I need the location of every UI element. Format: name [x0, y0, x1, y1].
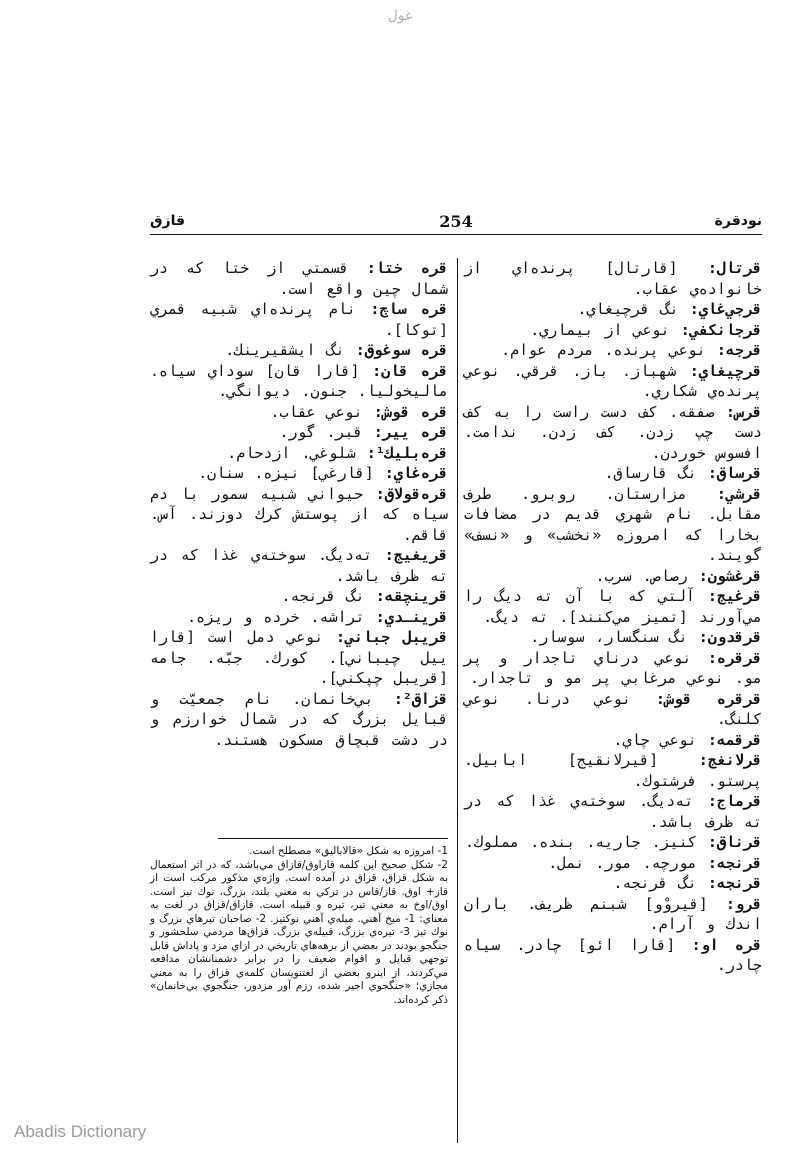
entry-headword: قرغيج:: [707, 587, 762, 605]
entry-definition: ته‌ديگ. سوخته‌ي غذا كه در ته ظرف باشد.: [150, 546, 448, 585]
dictionary-entry: [464, 484, 762, 566]
header-right-guideword: نودقرة: [714, 213, 762, 229]
entry-definition: نوعي از بيماري.: [530, 320, 681, 339]
entry-definition: [قارغي] نيزه. سنان.: [198, 464, 385, 482]
entry-definition: ته‌ديگ. سوخته‌ي غذا كه در ته ظرف باشد.: [464, 792, 762, 831]
dictionary-entry: [150, 627, 448, 689]
dictionary-entry: [150, 361, 448, 402]
entry-definition: نگ قرچيغاي.: [577, 300, 690, 318]
entry-headword: قرقره:: [707, 648, 762, 667]
entry-headword: قزاق²:: [393, 689, 448, 708]
entry-definition: نگ قارساق.: [604, 464, 708, 482]
dictionary-entry: [464, 894, 762, 935]
dictionary-entry: [150, 402, 448, 423]
column-divider: [457, 258, 458, 1143]
dictionary-entry: [150, 586, 448, 607]
entry-definition: رصاص. سرب.: [595, 566, 699, 585]
dictionary-entry: [464, 832, 762, 853]
dictionary-entry: [464, 730, 762, 751]
entry-definition: نگ ايشقيرينك.: [225, 341, 356, 359]
dictionary-entry: [150, 299, 448, 340]
entry-definition: مزارستان. روبرو. طرف مقابل. نام شهري قديم در مضافات بخارا كه امروزه «نخشب» و «نسف» گويند.: [464, 484, 762, 564]
footnote: 2- شكل صحيح اين كلمه قازاوق/قازاق مي‌باشد، كه در اثر استعمال به شكل قزاق، قزاق در آمده است. واژه‌ي مذكور مركب است از قاز+ اوق. قاز/قاس در تركي به معني بلند، بزرگ، نوك تيز است. اوق/اوخ به معني تير، تيره و قبيله است. قازاق/قزاق در لغت به معناي: 1- ميخ آهني. ميله‌ي آهني نوكتيز. 2- صاحبان تيرهاي بزرگ و نوك تيز 3- تيره‌ي بزرگ، قبيله‌ي بزرگ. قزاق‌ها مردمي سلحشور و جنگجو بودند در بعضي از برهه‌هاي تاريخي در ازاي مزد و پاداش قابل توجهي قبايل و اقوام ضعيف را در برابر دشمنانشان مدافعه مي‌كردند، از اينرو بعضي از لغتنويسان كلمه‌ي قزاق را به معني مجازي؛ «جنگجوي اجير شده، رزم آور مزدور، جنگجوي بي‌خانمان» ذكر كرده‌اند.: [150, 858, 449, 1006]
entry-headword: قرشي:: [716, 484, 762, 503]
entry-definition: حيواني شبيه سمور با دم سياه كه از پوستش كرك دوزند. آس. قاقم.: [150, 484, 448, 544]
entry-definition: شهباز. باز. قرقي. نوعي پرنده‌ي شكاري.: [464, 361, 762, 400]
entry-definition: نگ قرنجه.: [613, 874, 708, 892]
entry-headword: قرو:: [725, 894, 762, 913]
entry-headword: قره قوش:: [373, 402, 448, 421]
entry-headword: قرس:: [725, 402, 762, 421]
entry-definition: نام پرنده‌اي شبيه قمري [توكا].: [150, 300, 448, 339]
entry-definition: [قارتال] پرنده‌اي از خانواده‌ي عقاب.: [464, 259, 762, 298]
entry-definition: [قيروْو] شبنم ظريف. باران اندك و آرام.: [464, 894, 762, 933]
dictionary-entry: [464, 299, 762, 320]
entry-headword: قرناق:: [707, 833, 762, 851]
page-header: [150, 213, 762, 233]
dictionary-entry: [150, 340, 448, 361]
dictionary-entry: [464, 402, 762, 464]
entry-definition: قبر. گور.: [279, 423, 374, 441]
entry-definition: نوعي پرنده. مردم عوام.: [501, 341, 717, 359]
dictionary-entry: [464, 689, 762, 730]
dictionary-entry: [464, 361, 762, 402]
entry-headword: قرماج:: [707, 792, 762, 810]
right-column: [464, 258, 762, 976]
entry-headword: قريبل جباني:: [336, 628, 448, 646]
entry-definition: قسمتي از ختا كه در شمال چين واقع است.: [150, 259, 448, 298]
dictionary-entry: [464, 750, 762, 791]
dictionary-entry: [464, 463, 762, 484]
entry-headword: قره‌غاي:: [384, 464, 448, 482]
entry-headword: قرقمه:: [707, 730, 762, 749]
page-number: 254: [439, 212, 473, 231]
entry-definition: كنيز. جاريه. بنده. مملوك.: [465, 833, 708, 851]
top-word: غول: [387, 8, 413, 24]
entry-headword: قرنجه:: [707, 853, 762, 872]
entry-headword: قرساق:: [707, 464, 762, 482]
dictionary-entry: [464, 853, 762, 874]
entry-headword: قرينچقه:: [375, 587, 448, 605]
entry-definition: نوعي عقاب.: [270, 402, 374, 421]
entry-headword: قرچيغاي:: [689, 361, 762, 380]
dictionary-entry: [150, 545, 448, 586]
dictionary-entry: [150, 463, 448, 484]
entry-headword: قره‌قولاق:: [375, 484, 448, 503]
entry-definition: نگ سنگسار، سوسار.: [530, 628, 699, 646]
entry-definition: نوعي دمل است [قارا ييل چيباني]. كورك. جبّه. جامه [قريبل چپكني].: [150, 628, 448, 687]
entry-definition: صفقه. كف دست راست را به كف دست چپ زدن. كف زدن. ندامت. افسوس خوردن.: [464, 402, 762, 462]
entry-headword: قرجه:: [716, 341, 762, 359]
entry-headword: قره قان:: [372, 361, 448, 380]
entry-headword: قرقره قوش:: [655, 689, 762, 708]
entry-headword: قرينـدي:: [375, 607, 448, 626]
entry-headword: قره ساچ:: [370, 300, 448, 318]
entry-headword: قرجانكفي:: [680, 320, 762, 339]
header-rule: [150, 234, 762, 235]
dictionary-entry: [464, 258, 762, 299]
entry-headword: قرغشون:: [698, 566, 762, 585]
entry-headword: قره يير:: [373, 423, 448, 441]
dictionary-entry: [150, 443, 448, 464]
entry-headword: قرتال:: [707, 259, 762, 277]
entry-definition: تراشه. خرده و ريزه.: [187, 607, 376, 626]
entry-definition: نوعي درنا. نوعي كلنگ.: [464, 689, 762, 728]
entry-headword: قرلانغج:: [698, 751, 762, 769]
entry-headword: قرقدون:: [698, 628, 762, 646]
entry-headword: قريغيج:: [384, 546, 448, 564]
entry-headword: قرجي‌غاي:: [689, 300, 762, 318]
footnotes: [150, 845, 448, 1007]
entry-definition: بي‌خانمان. نام جمعيّت و قبايل بزرگ كه در شمال خوارزم و در دشت قبچاق مسكون هستند.: [150, 689, 448, 749]
footnote-rule: [218, 838, 448, 839]
left-column: [150, 258, 448, 750]
watermark: Abadis Dictionary: [14, 1122, 147, 1141]
dictionary-entry: [150, 258, 448, 299]
entry-definition: نوعي درناي تاجدار و پر مو. نوعي مرغابي پر مو و تاجدار.: [464, 648, 762, 687]
dictionary-entry: [150, 484, 448, 546]
dictionary-entry: [150, 422, 448, 443]
dictionary-entry: [464, 648, 762, 689]
dictionary-entry: [464, 935, 762, 976]
dictionary-entry: [464, 566, 762, 587]
dictionary-entry: [464, 320, 762, 341]
entry-headword: قره او:: [691, 935, 762, 954]
dictionary-entry: [464, 873, 762, 894]
entry-definition: نوعي چاي.: [613, 730, 708, 749]
entry-definition: نگ قرنجه.: [281, 587, 376, 605]
entry-headword: قرنجه:: [707, 874, 762, 892]
entry-headword: قره سوغوق:: [355, 341, 448, 359]
entry-definition: شلوغي. ازدحام.: [227, 443, 367, 462]
dictionary-entry: [150, 607, 448, 628]
footnote: 1- امروزه به شكل «قالاباليق» مصطلح است.: [249, 845, 448, 857]
dictionary-entry: [464, 627, 762, 648]
dictionary-entry: [150, 689, 448, 751]
header-left-guideword: قازق: [150, 213, 185, 229]
dictionary-entry: [464, 340, 762, 361]
entry-definition: [قارا ائو] چادر. سياه چادر.: [464, 935, 762, 974]
dictionary-entry: [464, 791, 762, 832]
entry-headword: قره‌بليك¹:: [366, 443, 448, 462]
entry-definition: [قيرلانقيج] ابابيل. پرستو. فرشتوك.: [464, 751, 762, 790]
entry-definition: [قارا قان] سوداي سياه. ماليخوليا. جنون. ديوانگي.: [150, 361, 448, 400]
entry-headword: قره ختا:: [366, 259, 448, 277]
dictionary-entry: [464, 586, 762, 627]
entry-definition: مورچه. مور. نمل.: [548, 853, 708, 872]
entry-definition: آلتي كه با آن ته ديگ را مي‌آورند [تميز مي‌كنند]. ته ديگ.: [464, 587, 762, 626]
